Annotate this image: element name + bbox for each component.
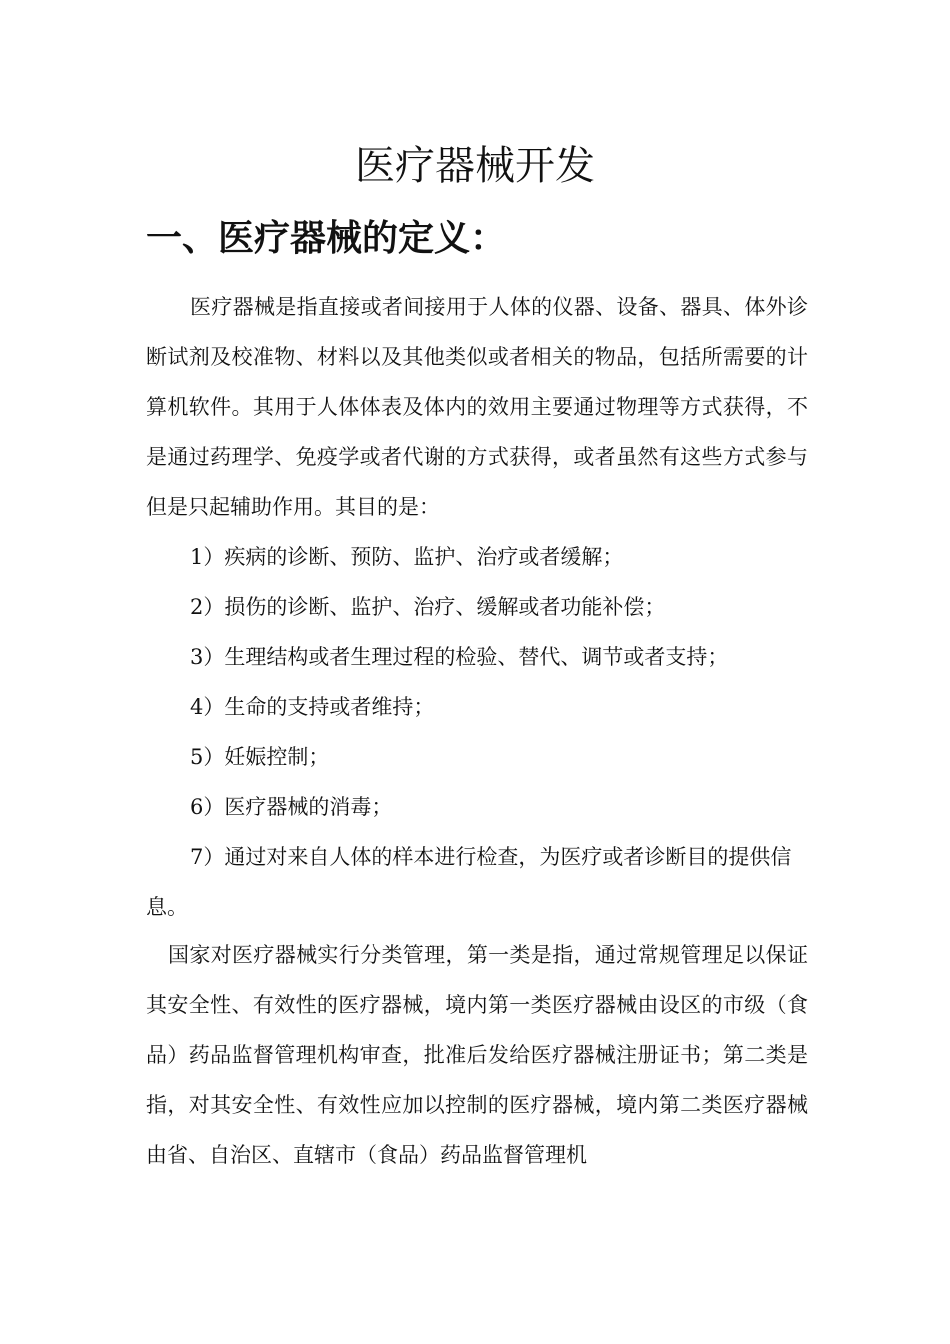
definition-paragraph: 医疗器械是指直接或者间接用于人体的仪器、设备、器具、体外诊断试剂及校准物、材料以及其他类似或者相关的物品，包括所需要的计算机软件。其用于人体体表及体内的效用主要通过物理等方式获得，不是通过药理学、免疫学或者代谢的方式获得，或者虽然有这些方式参与但是只起辅助作用。其目的是： bbox=[146, 295, 808, 519]
list-item: 6）医疗器械的消毒； bbox=[190, 795, 393, 819]
list-item: 4）生命的支持或者维持； bbox=[190, 695, 435, 719]
list-item: 7）通过对来自人体的样本进行检查，为医疗或者诊断目的提供信息。 bbox=[146, 845, 792, 919]
list-item: 5）妊娠控制； bbox=[190, 745, 330, 769]
list-item: 3）生理结构或者生理过程的检验、替代、调节或者支持； bbox=[190, 645, 729, 669]
list-item: 2）损伤的诊断、监护、治疗、缓解或者功能补偿； bbox=[190, 595, 666, 619]
classification-paragraph: 国家对医疗器械实行分类管理，第一类是指，通过常规管理足以保证其安全性、有效性的医疗器械，境内第一类医疗器械由设区的市级（食品）药品监督管理机构审查，批准后发给医疗器械注册证书；第二类是指，对其安全性、有效性应加以控制的医疗器械，境内第二类医疗器械由省、自治区、直辖市（食品）药品监督管理机 bbox=[146, 943, 808, 1167]
list-item: 1）疾病的诊断、预防、监护、治疗或者缓解； bbox=[190, 545, 624, 569]
section-heading: 一、医疗器械的定义： bbox=[146, 218, 507, 259]
purpose-list bbox=[146, 532, 808, 932]
document-title: 医疗器械开发 bbox=[355, 143, 595, 189]
